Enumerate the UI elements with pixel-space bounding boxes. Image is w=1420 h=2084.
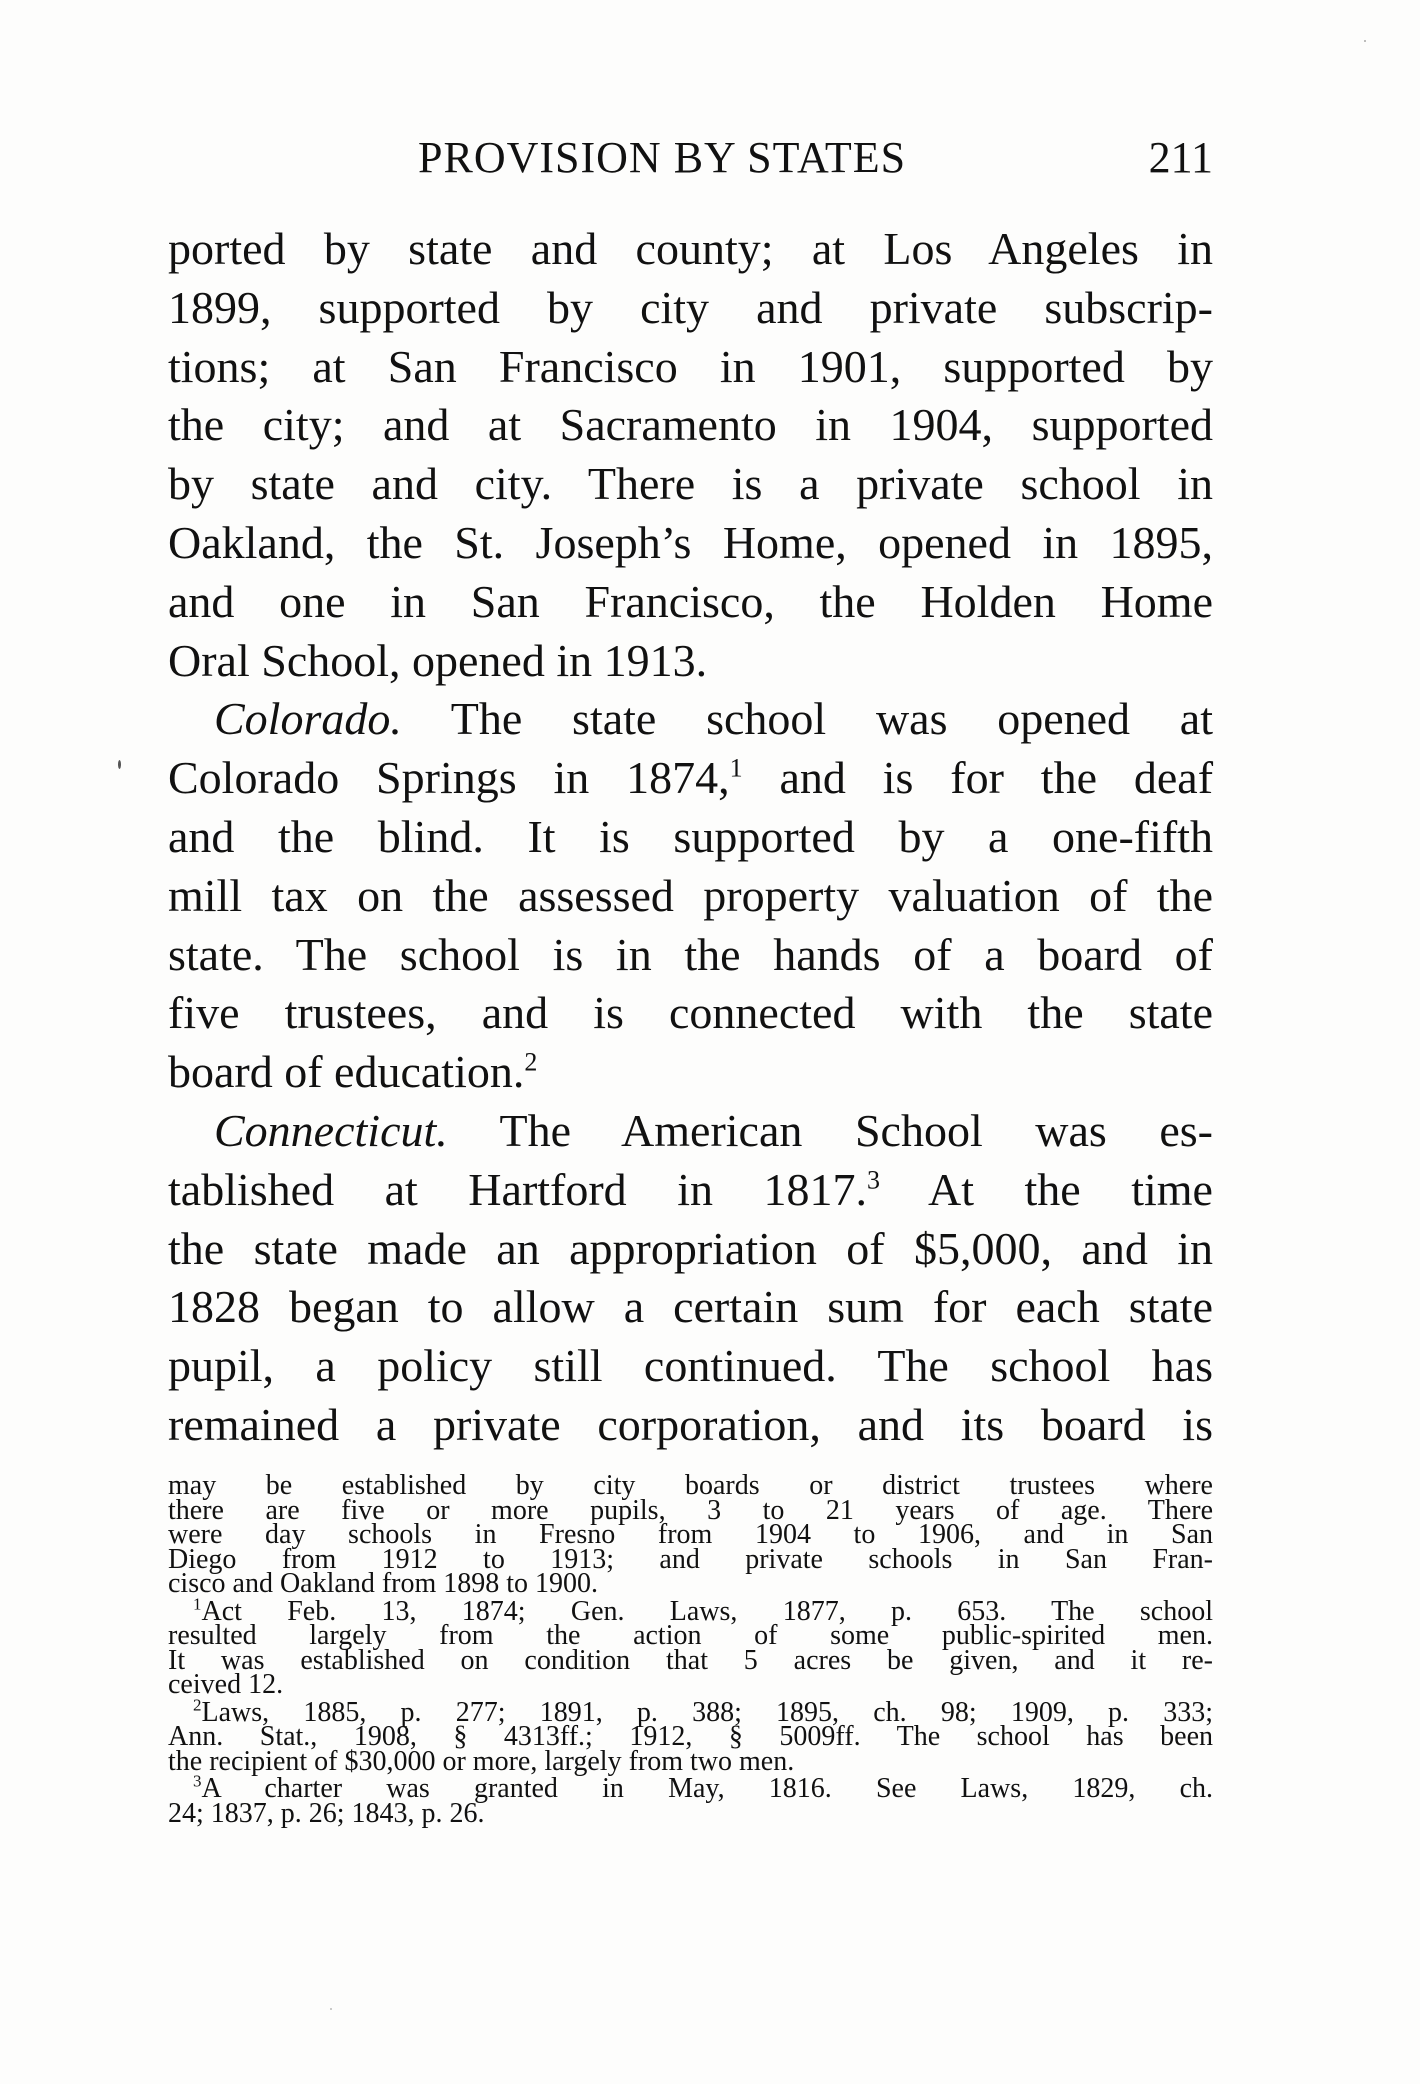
footnote-ref-1: 1: [729, 753, 743, 783]
footnote-line: 24; 1837, p. 26; 1843, p. 26.: [168, 1797, 485, 1829]
footnote-3: [168, 1771, 1213, 1829]
paper-speck: [1364, 40, 1366, 42]
text-fragment: board of education.: [168, 1046, 525, 1098]
footnote-line: cisco and Oakland from 1898 to 1900.: [168, 1568, 599, 1599]
text-line: Oakland, the St. Joseph’s Home, opened in 1895,: [168, 516, 1213, 568]
text-line: [168, 690, 1213, 749]
page-number: 211: [1148, 133, 1213, 182]
footnote-mark-1: 1: [193, 1594, 202, 1614]
footnote-2: [168, 1695, 1213, 1777]
footnote-line: Diego from 1912 to 1913; and private schools in San Fran-: [168, 1543, 1213, 1575]
text-line: remained a private corporation, and its board is: [168, 1398, 1213, 1450]
footnote-line: It was established on condition that 5 acres be given, and it re-: [168, 1644, 1213, 1676]
footnote-line: resulted largely from the action of some public-spirited men.: [168, 1620, 1213, 1651]
text-line: mill tax on the assessed property valuation of the: [168, 869, 1213, 921]
paragraph-california-continued: [168, 220, 1213, 690]
text-line: [168, 1102, 1213, 1161]
text-line: the city; and at Sacramento in 1904, supported: [168, 399, 1213, 451]
text-fragment: and is for the deaf: [779, 752, 1214, 804]
text-line: state. The school is in the hands of a board of: [168, 928, 1213, 980]
body-text: [168, 220, 1213, 1455]
footnotes: [168, 1470, 1213, 1829]
footnote-line: may be established by city boards or district trustees where: [168, 1470, 1213, 1501]
text-line: Oral School, opened in 1913.: [168, 634, 708, 686]
text-fragment: Act Feb. 13, 1874; Gen. Laws, 1877, p. 653. The school: [201, 1595, 1213, 1627]
footnote-line: Ann. Stat., 1908, § 4313ff.; 1912, § 5009ff. The school has been: [168, 1721, 1213, 1752]
text-fragment: Laws, 1885, p. 277; 1891, p. 388; 1895, ch. 98; 1909, p. 333;: [201, 1696, 1213, 1728]
section-heading-colorado: Colorado.: [214, 693, 402, 745]
text-fragment: tablished at Hartford in 1817.: [168, 1163, 867, 1215]
footnote-line: ceived 12.: [168, 1669, 284, 1700]
footnote-ref-3: 3: [867, 1165, 880, 1195]
section-heading-connecticut: Connecticut.: [214, 1104, 448, 1156]
text-line: the state made an appropriation of $5,000, and in: [168, 1222, 1213, 1274]
text-line: pupil, a policy still continued. The school has: [168, 1340, 1213, 1392]
footnote-line: were day schools in Fresno from 1904 to 1906, and in San: [168, 1519, 1213, 1550]
running-header: [168, 132, 1213, 188]
text-line: by state and city. There is a private school in: [168, 458, 1213, 510]
footnote-ref-2: 2: [524, 1047, 538, 1077]
paper-speck: [330, 2008, 332, 2010]
text-line: ported by state and county; at Los Angeles in: [168, 223, 1213, 274]
footnote-mark-2: 2: [193, 1695, 202, 1715]
text-fragment: Colorado Springs in 1874,: [168, 752, 730, 804]
text-fragment: At the time: [927, 1163, 1213, 1215]
text-line: and one in San Francisco, the Holden Home: [168, 575, 1213, 627]
footnote-1: [168, 1594, 1213, 1700]
footnote-mark-3: 3: [193, 1771, 202, 1791]
footnote-line: there are five or more pupils, 3 to 21 years of age. There: [168, 1494, 1213, 1526]
text-line: five trustees, and is connected with the state: [168, 987, 1213, 1039]
text-line: and the blind. It is supported by a one-fifth: [168, 810, 1213, 862]
text-line: [168, 1043, 1213, 1102]
paragraph-connecticut: [168, 1102, 1213, 1455]
text-line: [168, 749, 1213, 808]
text-fragment: A charter was granted in May, 1816. See Laws, 1829, ch.: [201, 1773, 1213, 1804]
text-line: [168, 1161, 1213, 1220]
footnote-line: the recipient of $30,000 or more, largely from two men.: [168, 1745, 795, 1777]
text-line: tions; at San Francisco in 1901, supported by: [168, 340, 1213, 392]
text-fragment: The American School was es-: [499, 1104, 1213, 1156]
text-line: 1899, supported by city and private subscrip-: [168, 281, 1213, 333]
paragraph-colorado: [168, 690, 1213, 1102]
running-title: PROVISION BY STATES: [418, 133, 907, 182]
text-fragment: The state school was opened at: [450, 693, 1214, 745]
footnote-continuation: [168, 1470, 1213, 1599]
text-line: 1828 began to allow a certain sum for each state: [168, 1281, 1213, 1333]
paper-speck: [118, 760, 121, 769]
